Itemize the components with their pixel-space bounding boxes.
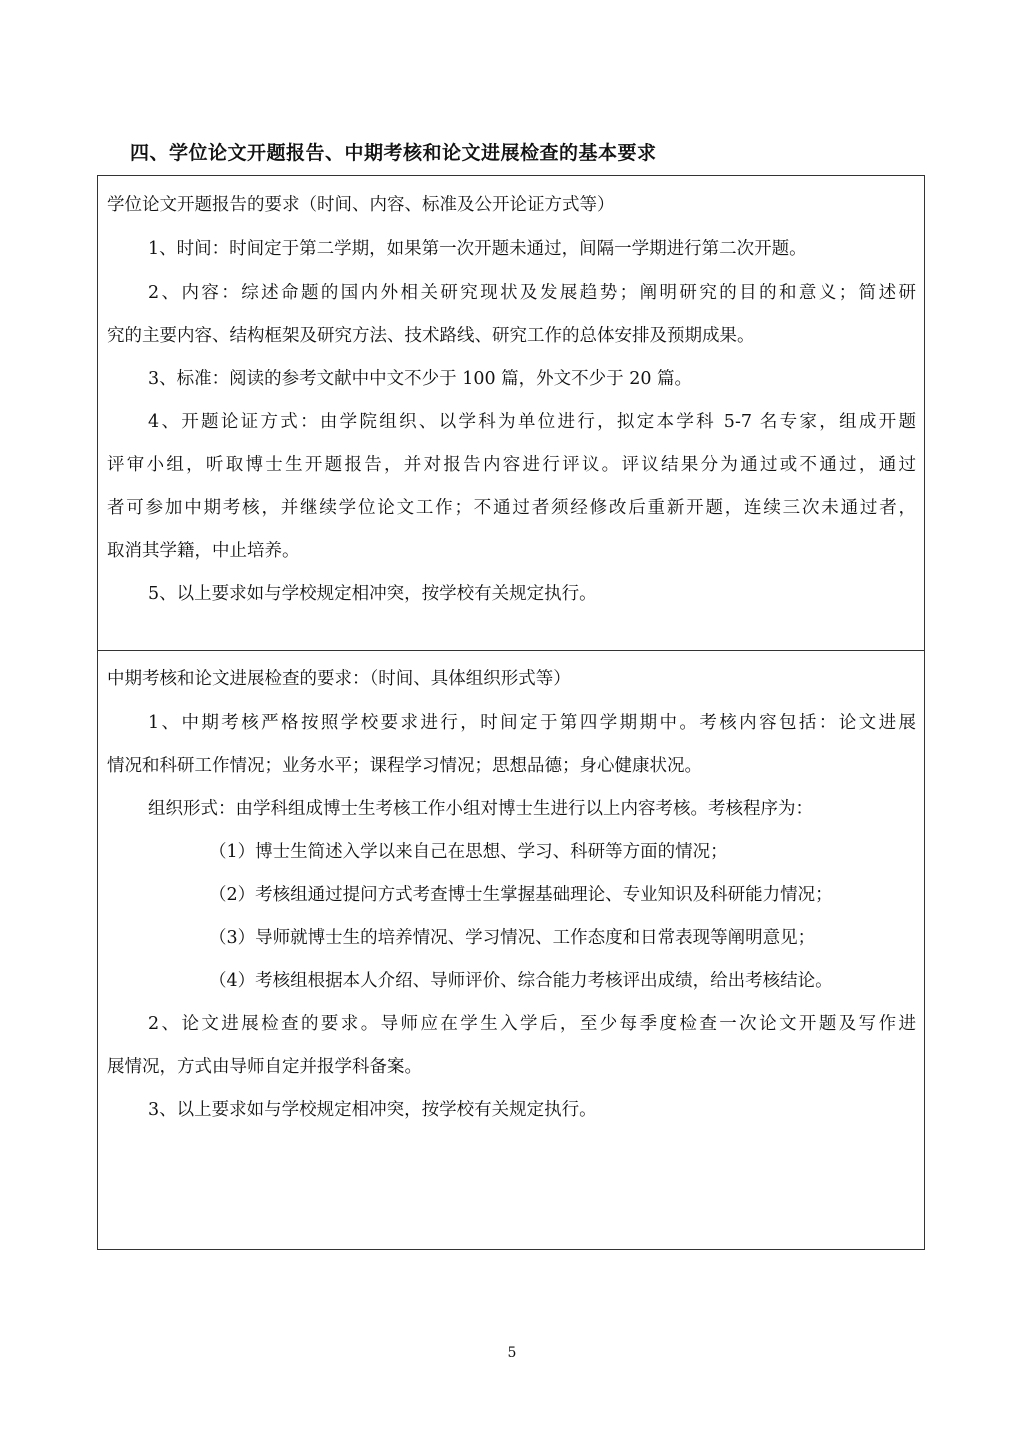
opening-report-time-line: 1、时间：时间定于第二学期，如果第一次开题未通过，间隔一学期进行第二次开题。 bbox=[148, 239, 807, 259]
opening-report-conflict-line: 5、以上要求如与学校规定相冲突，按学校有关规定执行。 bbox=[148, 584, 597, 604]
section-heading: 四、学位论文开题报告、中期考核和论文进展检查的基本要求 bbox=[130, 142, 657, 164]
midterm-item-1-line: 1、中期考核严格按照学校要求进行，时间定于第四学期期中。考核内容包括：论文进展 bbox=[148, 713, 916, 733]
opening-report-method-line: 者可参加中期考核，并继续学位论文工作；不通过者须经修改后重新开题，连续三次未通过者， bbox=[107, 498, 916, 518]
page-number: 5 bbox=[507, 1345, 517, 1361]
midterm-conflict-line: 3、以上要求如与学校规定相冲突，按学校有关规定执行。 bbox=[148, 1100, 597, 1120]
midterm-procedure-step-1: （1）博士生简述入学以来自己在思想、学习、科研等方面的情况； bbox=[209, 842, 728, 862]
opening-report-standard-line: 3、标准：阅读的参考文献中中文不少于 100 篇，外文不少于 20 篇。 bbox=[148, 369, 693, 389]
midterm-procedure-step-4: （4）考核组根据本人介绍、导师评价、综合能力考核评出成绩，给出考核结论。 bbox=[209, 971, 833, 991]
midterm-procedure-step-3: （3）导师就博士生的培养情况、学习情况、工作态度和日常表现等阐明意见； bbox=[209, 928, 816, 948]
opening-report-content-line: 究的主要内容、结构框架及研究方法、技术路线、研究工作的总体安排及预期成果。 bbox=[107, 326, 755, 346]
midterm-item-2-line: 展情况，方式由导师自定并报学科备案。 bbox=[107, 1057, 422, 1077]
midterm-assessment-requirements-box bbox=[97, 650, 925, 1250]
midterm-procedure-step-2: （2）考核组通过提问方式考查博士生掌握基础理论、专业知识及科研能力情况； bbox=[209, 885, 833, 905]
midterm-item-2-line: 2、论文进展检查的要求。导师应在学生入学后，至少每季度检查一次论文开题及写作进 bbox=[148, 1014, 916, 1034]
opening-report-title: 学位论文开题报告的要求（时间、内容、标准及公开论证方式等） bbox=[107, 195, 615, 215]
opening-report-method-line: 评审小组，听取博士生开题报告，并对报告内容进行评议。评议结果分为通过或不通过，通过 bbox=[107, 455, 916, 475]
opening-report-content-line: 2、内容：综述命题的国内外相关研究现状及发展趋势；阐明研究的目的和意义；简述研 bbox=[148, 283, 916, 303]
midterm-item-1-line: 情况和科研工作情况；业务水平；课程学习情况；思想品德；身心健康状况。 bbox=[107, 756, 702, 776]
midterm-title: 中期考核和论文进展检查的要求：（时间、具体组织形式等） bbox=[107, 669, 571, 689]
midterm-organization-line: 组织形式：由学科组成博士生考核工作小组对博士生进行以上内容考核。考核程序为： bbox=[148, 799, 813, 819]
opening-report-method-line: 4、开题论证方式：由学院组织、以学科为单位进行，拟定本学科 5-7 名专家，组成开题 bbox=[148, 412, 916, 432]
opening-report-method-line: 取消其学籍，中止培养。 bbox=[107, 541, 300, 561]
